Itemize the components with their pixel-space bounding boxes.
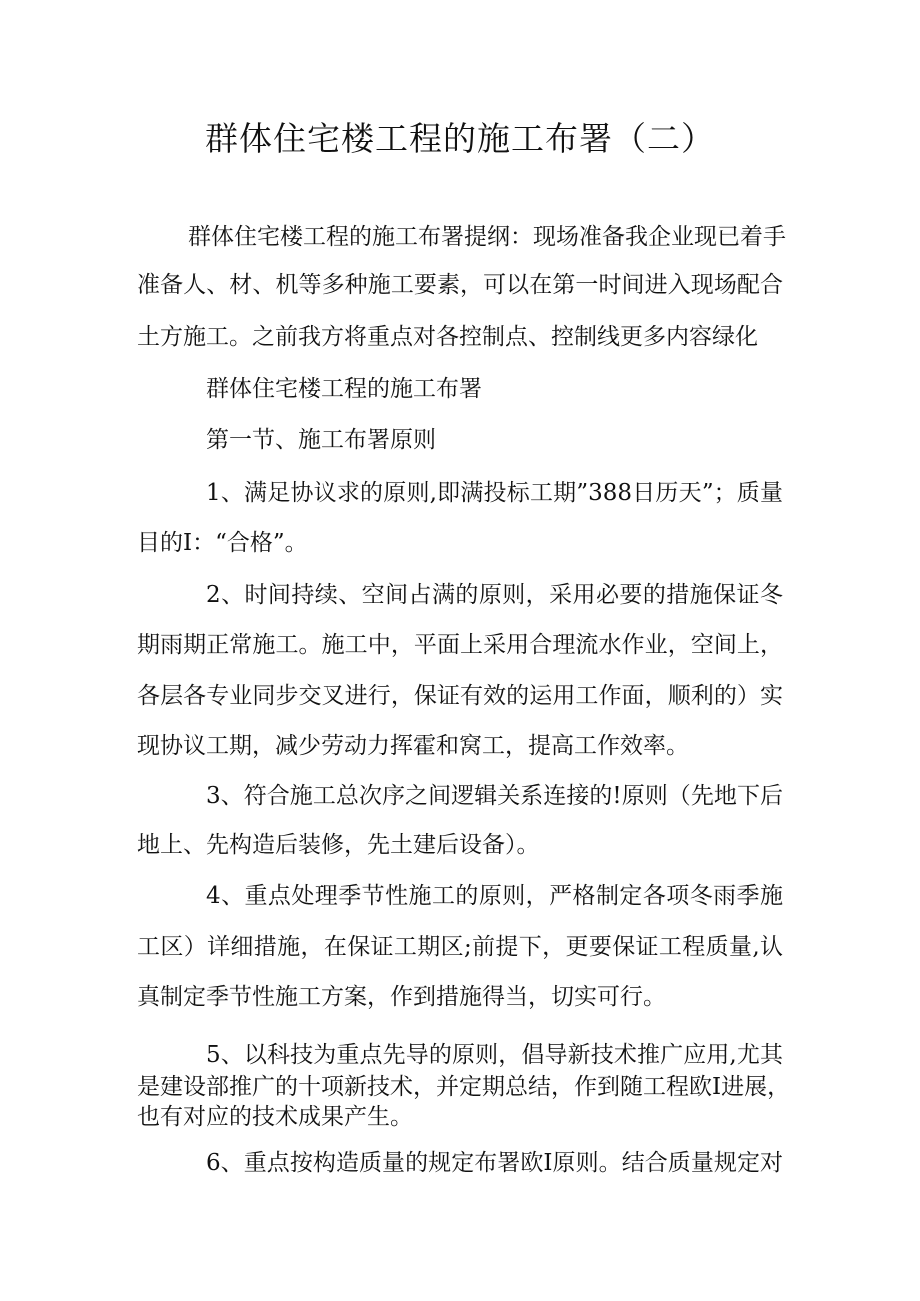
item-2-line-1: 2、时间持续、空间占满的原则，采用必要的措施保证冬 — [206, 582, 783, 608]
item-5-line-2: 是建设部推广的十项新技术，并定期总结，作到随工程欧I进展， — [137, 1074, 791, 1100]
item-3-line-2: 地上、先构造后装修，先土建后设备）。 — [137, 832, 540, 858]
item-4-line-3: 真制定季节性施工方案，作到措施得当，切实可行。 — [137, 984, 666, 1010]
item-4-line-2: 工区）详细措施，在保证工期区;前提下，更要保证工程质量,认 — [137, 934, 783, 960]
item-5-line-1: 5、以科技为重点先导的原则，倡导新技术推广应用,尤其 — [206, 1042, 783, 1068]
item-3-line-1: 3、符合施工总次序之间逻辑关系连接的!原则（先地下后 — [206, 783, 783, 809]
item-6-line-1: 6、重点按构造质量的规定布署欧I原则。结合质量规定对 — [206, 1150, 783, 1176]
item-2-line-2: 期雨期正常施工。施工中，平面上采用合理流水作业，空间上， — [137, 632, 783, 658]
section-heading: 群体住宅楼工程的施工布署 — [206, 376, 482, 402]
item-1-line-2: 目的I：“合格”。 — [137, 530, 308, 556]
item-2-line-4: 现协议工期，减少劳动力挥霍和窝工，提高工作效率。 — [137, 733, 689, 759]
item-5-line-3: 也有对应的技术成果产生。 — [137, 1104, 413, 1130]
document-title: 群体住宅楼工程的施工布署（二） — [205, 119, 715, 158]
intro-line-3: 土方施工。之前我方将重点对各控制点、控制线更多内容绿化 — [137, 324, 758, 350]
item-1-line-1: 1、满足协议求的原则,即满投标工期”388日历天”；质量 — [206, 480, 783, 506]
intro-line-1: 群体住宅楼工程的施工布署提纲：现场准备我企业现已着手 — [188, 224, 786, 250]
item-2-line-3: 各层各专业同步交叉进行，保证有效的运用工作面，顺利的）实 — [137, 683, 783, 709]
intro-line-2: 准备人、材、机等多种施工要素，可以在第一时间进入现场配合 — [137, 272, 783, 298]
subsection-heading: 第一节、施工布署原则 — [206, 427, 436, 453]
item-4-line-1: 4、重点处理季节性施工的原则，严格制定各项冬雨季施 — [206, 883, 783, 909]
